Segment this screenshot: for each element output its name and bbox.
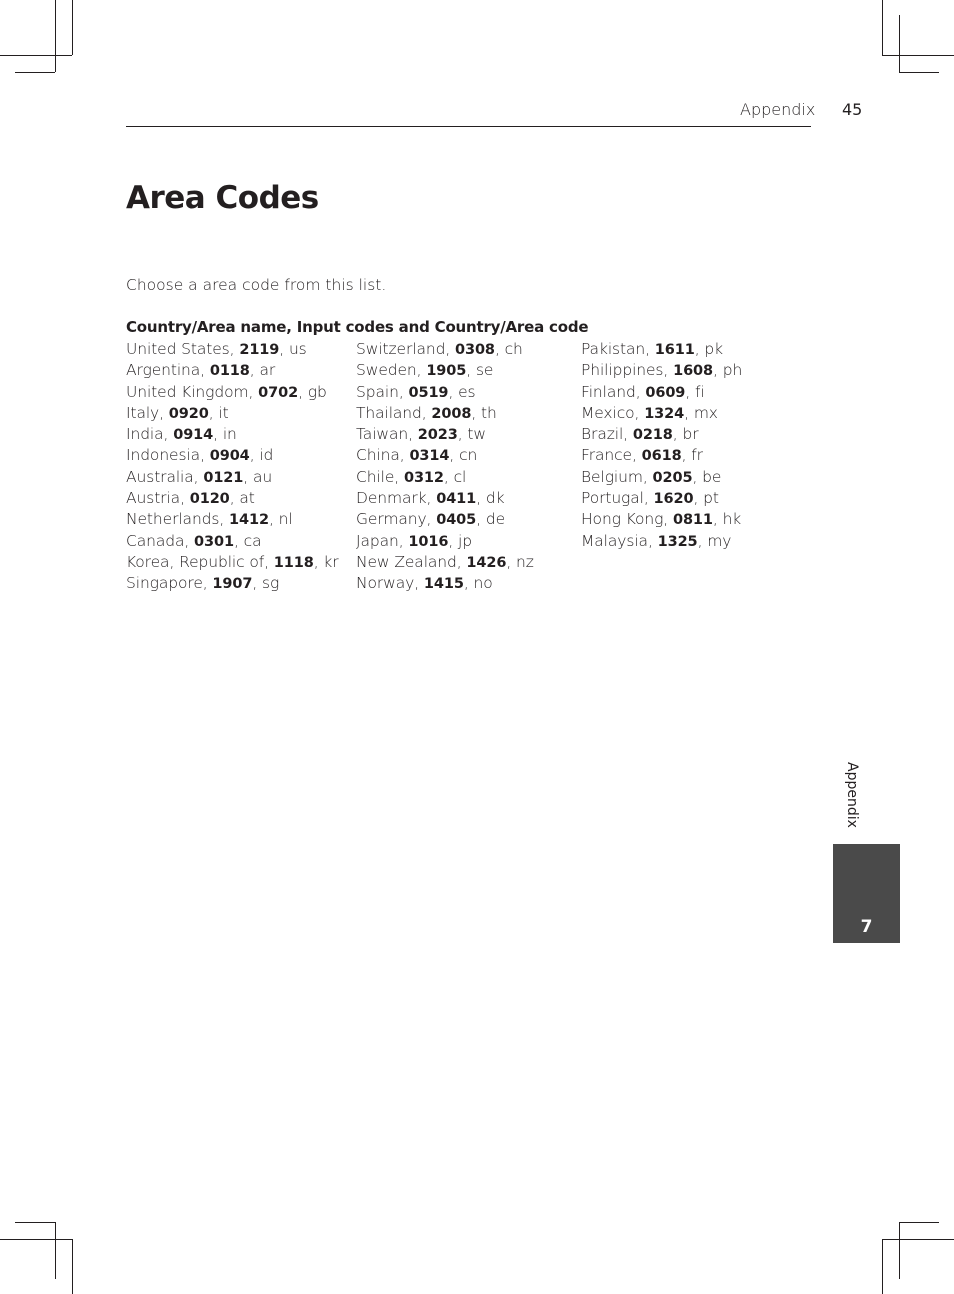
input-code: 0121 <box>203 469 244 486</box>
area-code-entry: Portugal, 1620, pt <box>581 489 719 508</box>
area-code-entry: Canada, 0301, ca <box>126 531 262 550</box>
country-abbreviation: in <box>222 425 237 444</box>
area-code-entry: Germany, 0405, de <box>356 510 506 529</box>
input-code: 1415 <box>423 576 464 593</box>
input-code: 1905 <box>426 363 467 380</box>
country-abbreviation: cl <box>453 467 467 486</box>
crop-mark <box>15 72 55 73</box>
country-abbreviation: au <box>252 467 273 486</box>
country-name: Brazil <box>581 425 624 444</box>
country-name: Australia <box>126 467 194 486</box>
country-name: Switzerland <box>356 340 446 358</box>
input-code: 0205 <box>652 469 693 486</box>
country-name: Belgium <box>581 467 643 486</box>
input-code: 1608 <box>673 363 714 380</box>
country-name: Mexico <box>581 403 635 422</box>
country-name: Singapore <box>126 574 203 593</box>
input-code: 2008 <box>431 405 472 422</box>
area-code-entry: Korea, Republic of, 1118, kr <box>126 552 339 571</box>
country-abbreviation: at <box>239 489 255 508</box>
header-section-title: Appendix <box>740 100 816 119</box>
input-code: 0308 <box>454 342 495 358</box>
area-code-entry: United States, 2119, us <box>126 340 307 358</box>
area-code-entry: Sweden, 1905, se <box>356 361 494 380</box>
input-code: 1016 <box>408 533 449 550</box>
area-code-column-2 <box>356 339 534 595</box>
area-code-entry: Switzerland, 0308, ch <box>356 340 523 358</box>
input-code: 1118 <box>273 554 314 571</box>
country-name: Austria <box>126 489 181 508</box>
area-code-entry: Hong Kong, 0811, hk <box>581 510 742 529</box>
intro-text: Choose a area code from this list. <box>126 276 387 294</box>
country-name: Japan <box>356 531 399 550</box>
crop-mark <box>882 55 954 56</box>
input-code: 0904 <box>209 448 250 465</box>
country-abbreviation: es <box>458 382 476 401</box>
country-abbreviation: ar <box>259 361 276 380</box>
input-code: 1620 <box>653 491 694 508</box>
input-code: 2023 <box>417 427 458 444</box>
area-code-entry: Netherlands, 1412, nl <box>126 510 293 529</box>
input-code: 0702 <box>258 384 299 401</box>
country-abbreviation: de <box>485 510 506 529</box>
crop-mark <box>72 0 73 55</box>
country-name: Germany <box>356 510 427 529</box>
area-code-entry: Australia, 0121, au <box>126 467 273 486</box>
area-code-entry: Chile, 0312, cl <box>356 467 467 486</box>
country-name: Korea, Republic of <box>126 552 265 571</box>
area-code-column-3 <box>581 339 742 552</box>
country-name: Thailand <box>356 403 422 422</box>
country-name: Chile <box>356 467 395 486</box>
country-name: Hong Kong <box>581 510 664 529</box>
country-abbreviation: pk <box>704 340 724 358</box>
country-abbreviation: be <box>702 467 722 486</box>
country-abbreviation: pt <box>703 489 719 508</box>
country-abbreviation: ca <box>243 531 262 550</box>
country-abbreviation: it <box>218 403 229 422</box>
input-code: 0618 <box>641 448 682 465</box>
country-abbreviation: nz <box>516 552 534 571</box>
crop-mark <box>0 1239 72 1240</box>
country-abbreviation: mx <box>693 403 718 422</box>
area-code-entry: Mexico, 1324, mx <box>581 403 718 422</box>
country-name: India <box>126 425 164 444</box>
country-abbreviation: sg <box>262 574 280 593</box>
input-code: 1325 <box>657 533 698 550</box>
input-code: 0405 <box>436 512 477 529</box>
area-code-entry: Indonesia, 0904, id <box>126 446 274 465</box>
chapter-number: 7 <box>860 917 873 937</box>
chapter-tab <box>833 844 900 943</box>
crop-mark <box>899 1222 900 1279</box>
area-code-column-1 <box>126 339 339 595</box>
country-abbreviation: ph <box>722 361 743 380</box>
area-code-entry: Argentina, 0118, ar <box>126 361 276 380</box>
page-title: Area Codes <box>126 180 319 216</box>
country-abbreviation: dk <box>485 489 505 508</box>
country-abbreviation: gb <box>307 382 327 401</box>
input-code: 2119 <box>239 342 280 358</box>
country-name: Finland <box>581 382 636 401</box>
header-page-number: 45 <box>842 100 863 119</box>
input-code: 1426 <box>466 554 507 571</box>
input-code: 0120 <box>189 491 230 508</box>
country-abbreviation: th <box>481 403 497 422</box>
country-abbreviation: my <box>707 531 732 550</box>
country-name: Norway <box>356 574 415 593</box>
area-code-entry: Italy, 0920, it <box>126 403 229 422</box>
country-abbreviation: no <box>473 574 493 593</box>
country-name: Portugal <box>581 489 644 508</box>
area-code-entry: Malaysia, 1325, my <box>581 531 732 550</box>
country-name: Spain <box>356 382 399 401</box>
area-code-entry: New Zealand, 1426, nz <box>356 552 534 571</box>
country-abbreviation: kr <box>323 552 339 571</box>
country-name: China <box>356 446 400 465</box>
area-code-entry: Japan, 1016, jp <box>356 531 472 550</box>
country-name: Canada <box>126 531 185 550</box>
area-code-entry: China, 0314, cn <box>356 446 478 465</box>
country-abbreviation: cn <box>459 446 478 465</box>
crop-mark <box>72 1239 73 1294</box>
input-code: 0118 <box>209 363 250 380</box>
crop-mark <box>55 1222 56 1279</box>
area-code-entry: Singapore, 1907, sg <box>126 574 280 593</box>
area-code-entry: Austria, 0120, at <box>126 489 255 508</box>
area-code-entry: Brazil, 0218, br <box>581 425 699 444</box>
input-code: 0314 <box>409 448 450 465</box>
country-abbreviation: fi <box>694 382 705 401</box>
area-code-entry: Norway, 1415, no <box>356 574 493 593</box>
country-abbreviation: se <box>475 361 494 380</box>
country-name: United Kingdom <box>126 382 249 401</box>
area-code-entry: Thailand, 2008, th <box>356 403 497 422</box>
country-name: United States <box>126 340 230 358</box>
area-code-entry: India, 0914, in <box>126 425 237 444</box>
country-name: New Zealand <box>356 552 457 571</box>
area-code-entry: Finland, 0609, fi <box>581 382 705 401</box>
input-code: 0301 <box>194 533 235 550</box>
country-name: Argentina <box>126 361 201 380</box>
area-code-entry: France, 0618, fr <box>581 446 703 465</box>
list-column-header: Country/Area name, Input codes and Country/Area code <box>126 318 589 336</box>
crop-mark <box>15 1222 55 1223</box>
input-code: 1324 <box>644 405 685 422</box>
country-abbreviation: tw <box>467 425 486 444</box>
country-name: Sweden <box>356 361 417 380</box>
country-abbreviation: us <box>288 340 307 358</box>
crop-mark <box>55 0 56 72</box>
input-code: 1611 <box>654 342 695 358</box>
country-abbreviation: br <box>682 425 699 444</box>
input-code: 0609 <box>645 384 686 401</box>
country-abbreviation: jp <box>458 531 472 550</box>
input-code: 0920 <box>168 405 209 422</box>
input-code: 0811 <box>672 512 713 529</box>
crop-mark <box>899 15 900 72</box>
country-name: Indonesia <box>126 446 201 465</box>
country-abbreviation: nl <box>278 510 293 529</box>
input-code: 1412 <box>229 512 270 529</box>
input-code: 0411 <box>436 491 477 508</box>
country-abbreviation: hk <box>722 510 742 529</box>
area-code-entry: Philippines, 1608, ph <box>581 361 743 380</box>
crop-mark <box>899 1222 939 1223</box>
input-code: 0914 <box>173 427 214 444</box>
country-name: Philippines <box>581 361 664 380</box>
area-code-entry: United Kingdom, 0702, gb <box>126 382 327 401</box>
country-name: Malaysia <box>581 531 648 550</box>
side-tab-label: Appendix <box>844 762 860 828</box>
crop-mark <box>0 55 72 56</box>
input-code: 0312 <box>403 469 444 486</box>
area-code-entry: Taiwan, 2023, tw <box>356 425 486 444</box>
input-code: 0519 <box>408 384 449 401</box>
crop-mark <box>899 72 939 73</box>
crop-mark <box>882 1239 883 1294</box>
country-name: France <box>581 446 632 465</box>
country-name: Pakistan <box>581 340 646 358</box>
area-code-entry: Belgium, 0205, be <box>581 467 722 486</box>
input-code: 1907 <box>212 576 253 593</box>
country-name: Italy <box>126 403 160 422</box>
crop-mark <box>882 0 883 55</box>
crop-mark <box>882 1239 954 1240</box>
area-code-entry: Denmark, 0411, dk <box>356 489 505 508</box>
input-code: 0218 <box>632 427 673 444</box>
header-rule <box>126 126 811 127</box>
area-code-entry: Spain, 0519, es <box>356 382 476 401</box>
country-abbreviation: id <box>259 446 274 465</box>
country-name: Denmark <box>356 489 427 508</box>
country-abbreviation: ch <box>504 340 523 358</box>
area-code-entry: Pakistan, 1611, pk <box>581 340 724 358</box>
country-name: Netherlands <box>126 510 220 529</box>
country-name: Taiwan <box>356 425 409 444</box>
country-abbreviation: fr <box>691 446 703 465</box>
